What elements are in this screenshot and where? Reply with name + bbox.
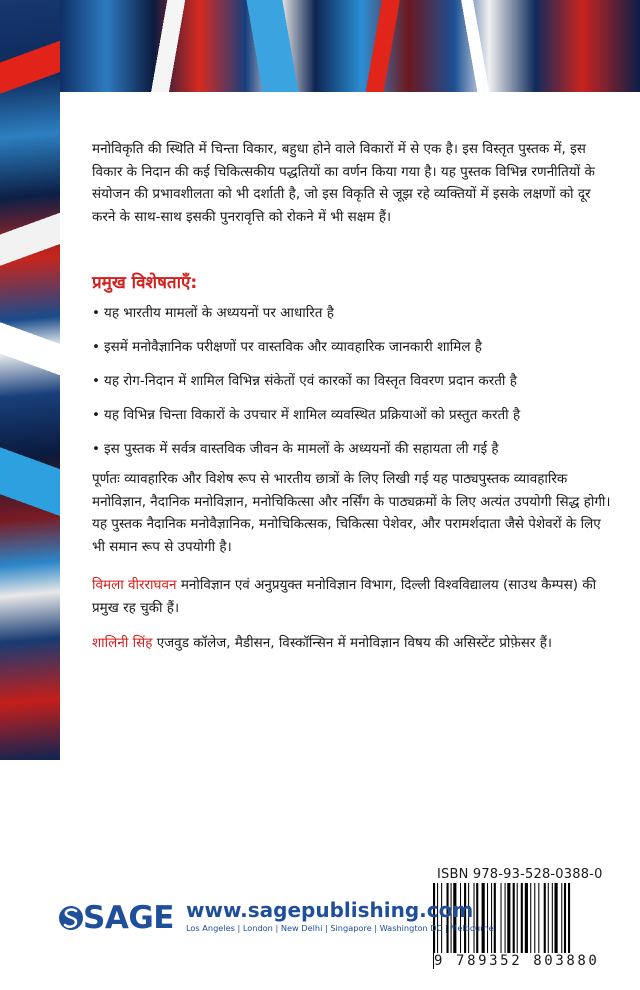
book-summary: पूर्णतः व्यावहारिक और विशेष रूप से भारतीय छात्रों के लिए लिखी गई यह पाठ्यपुस्तक व्यावहारिक मनोविज्ञान, नैदानिक मनोविज्ञान, मनोचिकित्सा और नर्सिंग के पाठ्यक्रमों के लिए अत्यंत उपयोगी सिद्ध होगी। यह पुस्तक नैदानिक मनोवैज्ञानिक, मनोचिकित्सक, चिकित्सा पेशेवर, और परामर्शदाता जैसे पेशेवरों के लिए भी समान रूप से उपयोगी है। [92,471,611,555]
book-description: मनोविकृति की स्थिति में चिन्ता विकार, बहुधा होने वाले विकारों में से एक है। इस विस्तृत पुस्तक में, इस विकार के निदान की कई चिकित्सकीय पद्धतियों का वर्णन किया गया है। यह पुस्तक विभिन्न रणनीतियों के संयोजन की प्रभावशीलता को भी दर्शाती है, जो इस विकृति से जूझ रहे व्यक्तियों में इसके लक्षणों को दूर करने के साथ-साथ इसकी पुनरावृत्ति को रोकने में भी सक्षम हैं। [92,141,595,225]
feature-item: • इसमें मनोवैज्ञानिक परीक्षणों पर वास्तविक और व्यावहारिक जानकारी शामिल है [92,336,612,370]
publisher-logo-text: SAGE [83,900,174,936]
feature-item: • यह विभिन्न चिन्ता विकारों के उपचार में शामिल व्यवस्थित प्रक्रियाओं को प्रस्तुत करती है [92,404,612,438]
feature-item: • इस पुस्तक में सर्वत्र वास्तविक जीवन के मामलों के अध्ययनों की सहायता ली गई है [92,438,612,472]
cover-artwork-left-strip [0,0,60,760]
author-name-1: विमला वीरराघवन [92,577,177,593]
feature-item: • यह भारतीय मामलों के अध्ययनों पर आधारित है [92,302,612,336]
features-heading: प्रमुख विशेषताएँ: [92,273,198,293]
isbn-number: ISBN 978-93-528-0388-0 [437,867,603,882]
barcode-digits: 9 789352 803880 [434,953,600,969]
author-bio-1 [92,574,612,619]
features-list [92,302,612,472]
author-name-2: शालिनी सिंह [92,635,153,651]
publisher-cities: Los Angeles | London | New Delhi | Singapore | Washington DC | Melbourne [186,923,494,933]
author-bio-text-1: मनोविज्ञान एवं अनुप्रयुक्त मनोविज्ञान विभाग, दिल्ली विश्वविद्यालय (साउथ कैम्पस) की प्रमुख रह चुकी हैं। [92,577,597,616]
feature-item: • यह रोग-निदान में शामिल विभिन्न संकेतों एवं कारकों का विस्तृत विवरण प्रदान करती है [92,370,612,404]
cover-artwork-top-strip [60,0,640,92]
author-bio-2 [92,632,612,655]
publisher-website[interactable]: www.sagepublishing.com [186,898,474,922]
author-bio-text-2: एजवुड कॉलेज, मैडीसन, विस्कॉन्सिन में मनोविज्ञान विषय की असिस्टेंट प्रोफ़ेसर हैं। [156,635,553,651]
